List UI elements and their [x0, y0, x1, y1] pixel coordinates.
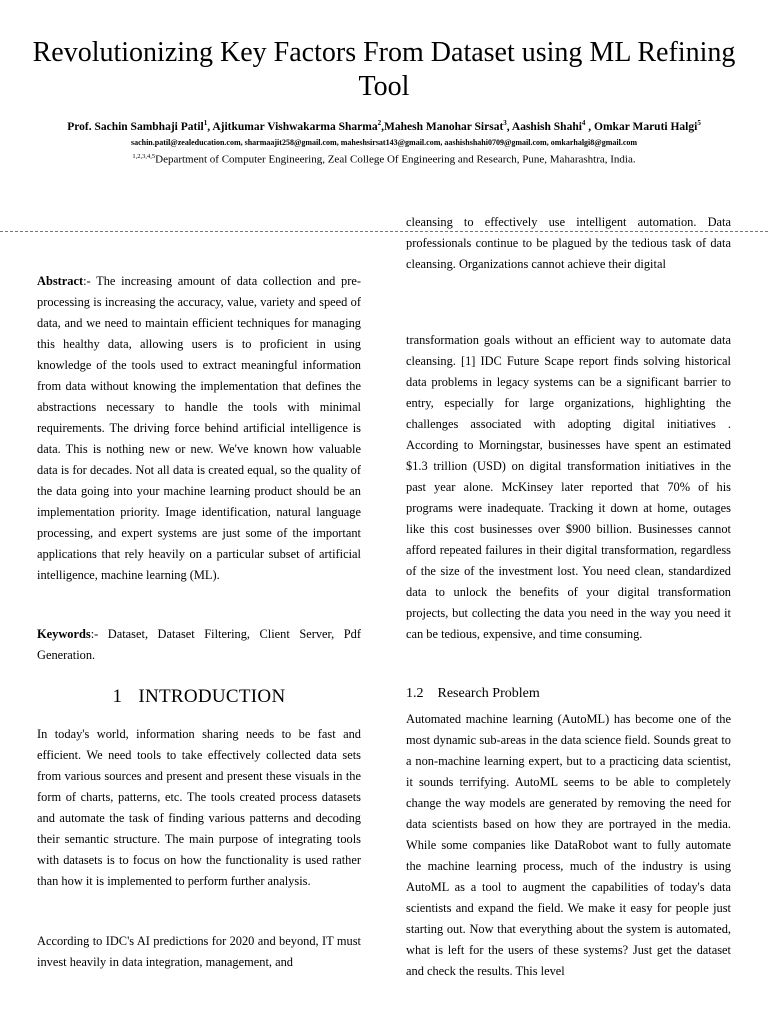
author-superscript: 3: [503, 119, 507, 127]
abstract-label: Abstract: [37, 274, 84, 288]
abstract-paragraph: [37, 271, 361, 586]
keywords-paragraph: [37, 624, 361, 666]
author-separator: ,: [207, 120, 213, 133]
intro-paragraph-1: In today's world, information sharing needs to be fast and efficient. We need tools to take effectively collected data sets from various sources and present and present these visuals in the form of charts, patterns, etc. The tools created process datasets and automate the task of finding various patterns and decoding their semantic structure. The main purpose of integrating tools with datasets is to focus on how the functionality is used rather than how it is implemented to perform further analysis.: [37, 727, 361, 888]
right-paragraph-2: transformation goals without an efficient way to automate data cleansing. [1] IDC Future Scape report finds solving historical data problems in legacy systems can be a significant barrier to entry, especially for large organizations, highlighting the challenges associated with adopting digital initiatives . According to Morningstar, businesses have spent an estimated $1.3 trillion (USD) on digital transformation initiatives in the past year alone. McKinsey later reported that 70% of his programs were inadequate. Tracking it down at home, outages like this cost businesses over $900 billion. Businesses cannot afford repeated failures in their digital transformation, regardless of the size of the investment lost. You need clean, standardized data to unlock the benefits of your digital transformation projects, but collecting the data you need in the way you need it can be tedious, expensive, and time consuming.: [406, 333, 731, 641]
research-problem-paragraph: Automated machine learning (AutoML) has become one of the most dynamic sub-areas in the data science field. Sounds great to a non-machine learning expert, but to a practicing data scientist, it sounds terrifying. AutoML seems to be able to completely change the way models are generated by removing the need for data scientists based on how they are portrayed in the media. While some companies like DataRobot want to fully automate the machine learning process, much of the industry is using AutoML as a tool to augment the capabilities of today's data scientists and expand the field. We make it easy for people just starting out. Now that everything about the system is automated, what is left for the users of these systems? Just get the dataset and check the results. This level: [406, 712, 731, 978]
keywords-label: Keywords: [37, 627, 91, 641]
intro-paragraph-2: According to IDC's AI predictions for 2020 and beyond, IT must invest heavily in data integration, management, and: [37, 934, 361, 969]
author-separator: ,: [506, 120, 512, 133]
author-superscript: 4: [581, 119, 586, 127]
author-superscript: 5: [697, 119, 701, 127]
subsection-heading-research-problem: [406, 686, 540, 702]
author-name: Ajitkumar Vishwakarma Sharma: [212, 120, 378, 133]
keywords-text: Dataset, Dataset Filtering, Client Server, Pdf Generation.: [37, 627, 361, 662]
affiliation-text: Department of Computer Engineering, Zeal College Of Engineering and Research, Pune, Maharashtra, India.: [155, 153, 636, 166]
author-separator: ,: [381, 120, 384, 133]
section-heading-introduction: [37, 686, 361, 708]
author-superscript: 1: [203, 119, 208, 127]
author-list: [0, 119, 768, 133]
abstract-text: The increasing amount of data collection and pre-processing is increasing the accuracy, value, variety and speed of data, and we need to maintain efficient techniques for managing this healthy data, allowing users is to proficient in using knowledge of the tools used to extract meaningful information from data without knowing the implementation that defines the abstractions necessary to handle the tools with minimal requirements. The driving force behind artificial intelligence is data. This is nothing new or new. We've known how valuable data is for decades. Not all data is created equal, so the quality of the data going into your machine learning product should be an implementation priority. Image identification, natural language processing, and expert systems are just some of the important applications that rely heavily on a particular subset of artificial intelligence, machine learning (ML).: [37, 274, 361, 582]
section-number: 1: [112, 686, 123, 707]
author-superscript: 2: [377, 119, 382, 127]
paper-title: Revolutionizing Key Factors From Dataset using ML Refining Tool: [32, 37, 736, 102]
author-name: Mahesh Manohar Sirsat: [384, 120, 504, 133]
abstract-block: [37, 271, 361, 586]
author-name: Prof. Sachin Sambhaji Patil: [67, 120, 204, 133]
author-separator: ,: [585, 120, 595, 133]
affiliation-superscript: 1,2,3,4,5: [132, 153, 156, 160]
abstract-separator: :-: [83, 274, 91, 288]
subsection-number: 1.2: [406, 686, 424, 701]
author-name: Aashish Shahi: [511, 120, 582, 133]
section-title: INTRODUCTION: [138, 686, 286, 707]
subsection-title: Research Problem: [437, 686, 540, 701]
affiliation: [0, 153, 768, 166]
author-emails: sachin.patil@zealeducation.com, sharmaajit258@gmail.com, maheshsirsat143@gmail.com, aashishshahi0709@gmail.com, omkarhalgi8@gmail.com: [130, 138, 638, 147]
keywords-block: [37, 624, 361, 666]
author-name: Omkar Maruti Halgi: [594, 120, 698, 133]
right-paragraph-1: cleansing to effectively use intelligent automation. Data professionals continue to be plagued by the tedious task of data cleansing. Organizations cannot achieve their digital: [406, 215, 731, 271]
keywords-separator: :-: [90, 627, 99, 641]
